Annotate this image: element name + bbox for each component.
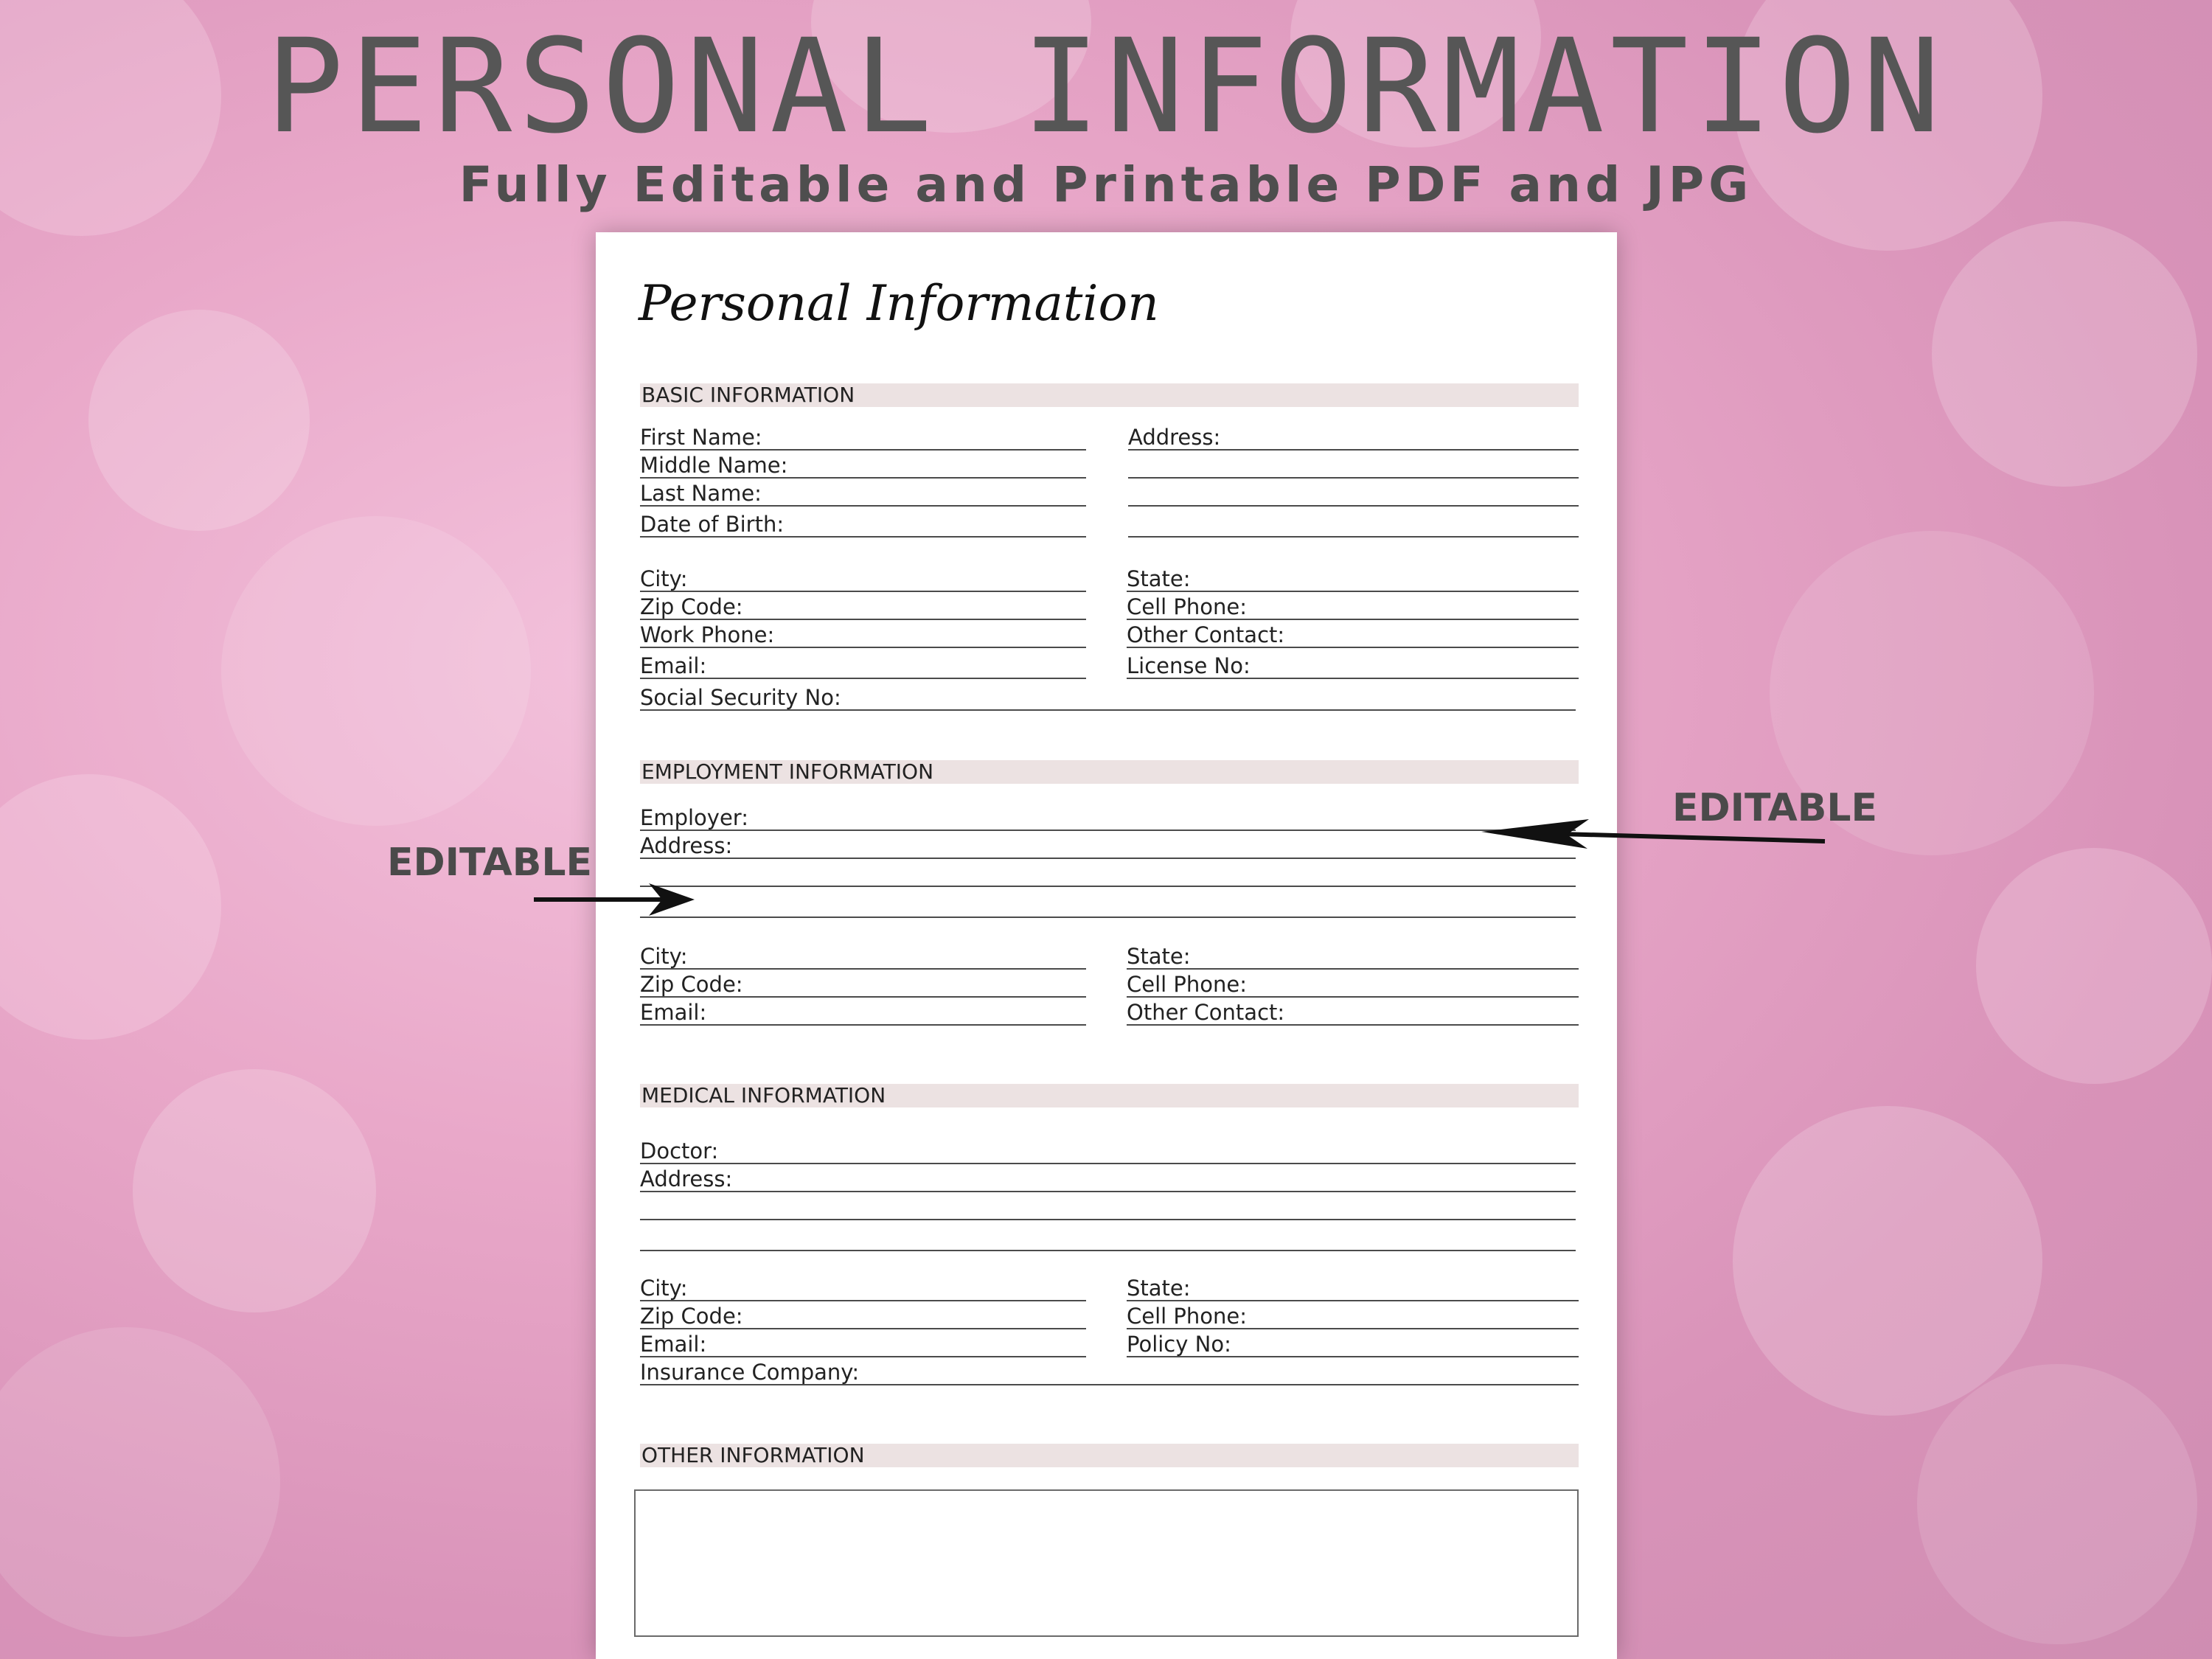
headline: PERSONAL INFORMATION	[265, 11, 1947, 162]
other-information-textarea[interactable]	[634, 1489, 1579, 1637]
section-header-basic: BASIC INFORMATION	[640, 383, 1579, 407]
doctor-address-line-2[interactable]	[640, 1194, 1576, 1220]
employer-zip-field[interactable]: Zip Code:	[640, 971, 1086, 998]
subheadline: Fully Editable and Printable PDF and JPG	[459, 156, 1753, 213]
last-name-field[interactable]: Last Name:	[640, 480, 1086, 507]
doctor-address-field[interactable]: Address:	[640, 1166, 1576, 1192]
arrow-left-icon	[1478, 815, 1836, 859]
form-title: Personal Information	[639, 275, 1159, 332]
medical-state-field[interactable]: State:	[1127, 1275, 1579, 1301]
employer-other-contact-field[interactable]: Other Contact:	[1127, 999, 1579, 1026]
other-contact-field[interactable]: Other Contact:	[1127, 622, 1579, 648]
section-header-medical: MEDICAL INFORMATION	[640, 1084, 1579, 1107]
city-field[interactable]: City:	[640, 566, 1086, 592]
middle-name-field[interactable]: Middle Name:	[640, 452, 1086, 479]
employer-email-field[interactable]: Email:	[640, 999, 1086, 1026]
employer-field[interactable]: Employer:	[640, 804, 1576, 831]
email-field[interactable]: Email:	[640, 653, 1086, 679]
social-security-field[interactable]: Social Security No:	[640, 684, 1576, 711]
medical-city-field[interactable]: City:	[640, 1275, 1086, 1301]
form-sheet	[596, 232, 1617, 1659]
zip-code-field[interactable]: Zip Code:	[640, 594, 1086, 620]
insurance-company-field[interactable]: Insurance Company:	[640, 1359, 1579, 1385]
doctor-field[interactable]: Doctor:	[640, 1138, 1576, 1164]
date-of-birth-field[interactable]: Date of Birth:	[640, 511, 1086, 538]
section-header-other: OTHER INFORMATION	[640, 1444, 1579, 1467]
employer-address-field[interactable]: Address:	[640, 832, 1576, 859]
employer-address-line-2[interactable]	[640, 860, 1576, 887]
cell-phone-field[interactable]: Cell Phone:	[1127, 594, 1579, 620]
editable-callout-left: EDITABLE	[387, 841, 593, 885]
first-name-field[interactable]: First Name:	[640, 424, 1086, 451]
license-no-field[interactable]: License No:	[1127, 653, 1579, 679]
work-phone-field[interactable]: Work Phone:	[640, 622, 1086, 648]
employer-city-field[interactable]: City:	[640, 943, 1086, 970]
editable-callout-right: EDITABLE	[1672, 786, 1878, 830]
medical-zip-field[interactable]: Zip Code:	[640, 1303, 1086, 1329]
medical-email-field[interactable]: Email:	[640, 1331, 1086, 1357]
address-line-4[interactable]	[1128, 511, 1579, 538]
address-line-2[interactable]	[1128, 452, 1579, 479]
doctor-address-line-3[interactable]	[640, 1225, 1576, 1251]
employer-state-field[interactable]: State:	[1127, 943, 1579, 970]
state-field[interactable]: State:	[1127, 566, 1579, 592]
medical-cell-phone-field[interactable]: Cell Phone:	[1127, 1303, 1579, 1329]
employer-cell-phone-field[interactable]: Cell Phone:	[1127, 971, 1579, 998]
section-header-employment: EMPLOYMENT INFORMATION	[640, 760, 1579, 784]
address-line-3[interactable]	[1128, 480, 1579, 507]
policy-no-field[interactable]: Policy No:	[1127, 1331, 1579, 1357]
arrow-right-icon	[531, 877, 700, 922]
employer-address-line-3[interactable]	[640, 891, 1576, 918]
address-field[interactable]: Address:	[1128, 424, 1579, 451]
